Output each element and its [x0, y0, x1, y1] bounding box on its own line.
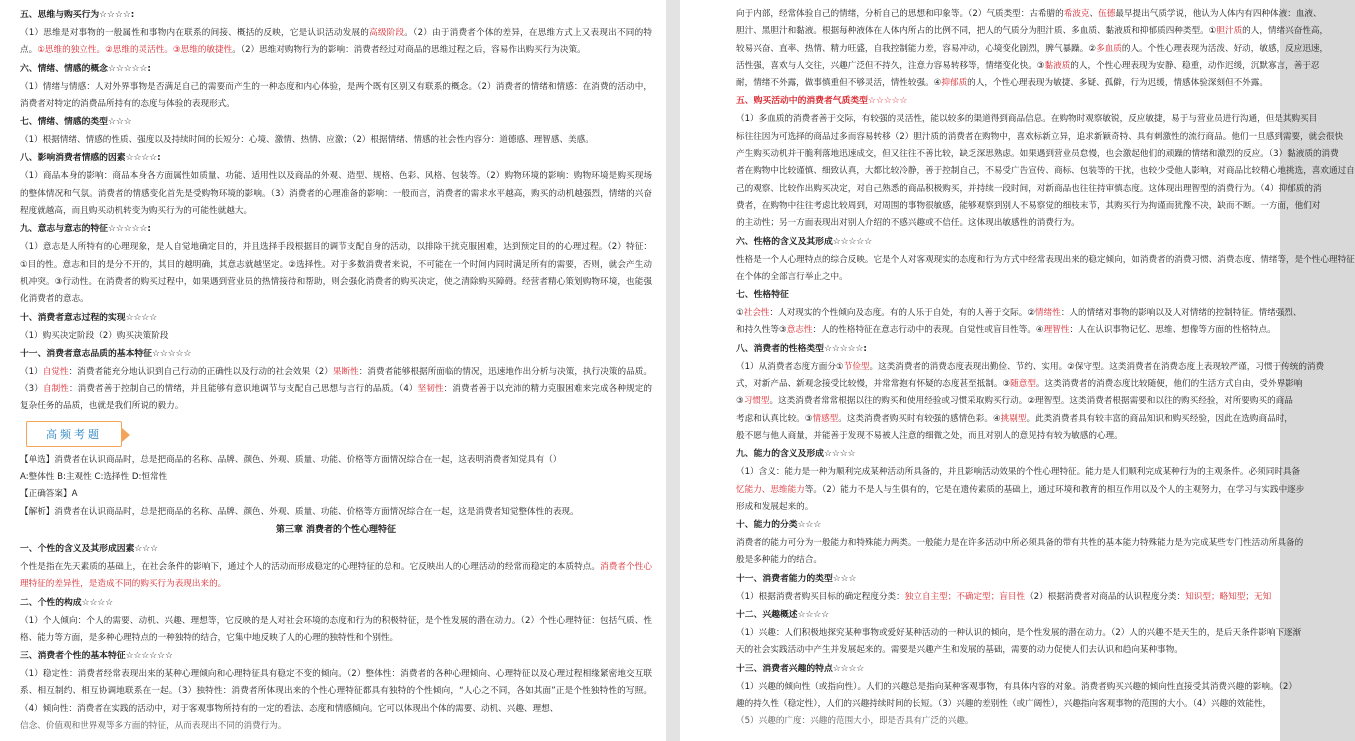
paragraph [736, 215, 1280, 232]
text-run: （1）根据情绪、情感的性质、强度以及持续时间的长短分：心境、激情、热情、应激；（2）根据情绪、情感的社会性内容分：道德感、理智感、美感。 [20, 135, 594, 146]
text-run: 费者，在购物中往往考虑比较周到，对周围的事物很敏感，能够观察到别人不易察觉的细枝末节，其购买行为拘谨而犹豫不决，缺而不断。一方面，他们对 [736, 200, 1321, 211]
highlighted-term: 伍德 [1098, 9, 1116, 19]
paragraph [736, 198, 1321, 215]
paragraph [20, 504, 652, 521]
paragraph [736, 6, 1322, 23]
text-run: 己的观察、比较作出购买决定，对自己熟悉的商品积极购买，并持续一段时间，对新商品也往往持审慎态度。这体现出理智型的消费行为。（4）抑郁质的消 [736, 183, 1322, 194]
highlighted-term: 多血质 [1096, 43, 1122, 54]
paragraph [736, 589, 1280, 606]
paragraph [736, 181, 1322, 198]
paragraph [736, 58, 1320, 75]
text-run: 般不愿与他人商量，并能善于发现不易被人注意的细微之处，而且对别人的意见持有较为敏感的心理。 [736, 430, 1123, 441]
paragraph [736, 359, 1325, 376]
section-heading: 七、性格特征 [736, 290, 789, 301]
paragraph [736, 642, 1280, 659]
text-run: 个性是指在先天素质的基础上，在社会条件的影响下，通过个人的活动而形成稳定的心理特征的总和。它反映出人的心理活动的经常而稳定的本质特点。 [20, 561, 601, 572]
paragraph [736, 376, 1303, 393]
paragraph [736, 499, 1280, 516]
section-heading: 六、情绪、情感的概念☆☆☆☆☆: [20, 63, 151, 74]
section-heading: 十、能力的分类☆☆☆ [736, 520, 822, 531]
text-run: （1）情绪与情感：人对外界事物是否满足自己的需要而产生的一种态度和内心体验，是两个既有区别又有联系的概念。（2）消费者的情绪和情感：在消费的活动中，消费者对特定的消费品所持有的态度与体验的表现形式。 [20, 81, 652, 109]
paragraph [736, 393, 1293, 410]
highlighted-term: 希波克 [1063, 9, 1090, 19]
text-run: （1）个人倾向：个人的需要、动机、兴趣、理想等，它反映的是人对社会环境的态度和行为的积极特征，是个性发展的潜在动力。（2）个性心理特征：包括气质、性格、能力等方面，是多种心理特点的一种独特的结合，它集中地反映了人的心理的独特性和个别性。 [20, 615, 652, 643]
paragraph [20, 613, 652, 648]
text-run: 趣的持久性（稳定性），人们的兴趣持续时间的长短。（3）兴趣的差别性（或广阔性），兴趣指向客观事物的范围的大小。（4）兴趣的效能性， [736, 698, 1272, 709]
text-run: 在个体的全部言行举止之中。 [736, 271, 848, 282]
text-run: 产生购买动机并干脆利落地迅速成交，但又往往不善比较，缺乏深思熟虑。如果遇到营业员怠慢，也会激起他们的顽躁的情绪和激烈的反应。（3）黏液质的消费 [736, 149, 1339, 160]
paragraph [20, 469, 652, 486]
text-run: （1）多血质的消费者善于交际，有较强的灵活性，能以较多的渠道得到商品信息。在购物时观察敏锐，反应敏捷，易于与营业员进行沟通，但是其购买目 [736, 114, 1318, 125]
text-run: 考虑和认真比较。③ [736, 413, 813, 424]
text-run: ：人的性格特征在意志行动中的表现。自觉性或盲目性等。④ [812, 325, 1044, 336]
paragraph [736, 411, 1293, 428]
text-run: 【解析】消费者在认识商品时，总是把商品的名称、品牌、颜色、外观、质量、功能、价格等方面情况综合在一起，这是消费者知觉整体性的表现。 [20, 506, 579, 517]
text-run: 耐，情绪不外露，做事慎重但不够灵活，情性较强。④ [736, 78, 942, 89]
section-heading: 九、意志与意志的特征☆☆☆☆☆: [20, 224, 151, 235]
paragraph [736, 129, 1344, 146]
text-run: 般是多种能力的结合。 [736, 555, 822, 566]
paragraph [20, 168, 652, 220]
text-run: 。这类消费者的消费态度比较随便，他们的生活方式自由，受外界影响 [1035, 379, 1303, 390]
text-run: （1）兴趣的倾向性（或指向性）。人们的兴趣总是指向某种客观事物，有具体内容的对象。消费者购买兴趣的倾向性直接受其消费兴趣的影响。（2） [736, 681, 1297, 692]
text-run: 性格是一个人心理特点的综合反映。它是个人对客观现实的态度和行为方式中经常表现出来的稳定倾向，如消费者的消费习惯、消费态度、情绪等，是个性心理特征 [736, 254, 1355, 265]
text-run: （1）购买决定阶段（2）购买决策阶段 [20, 330, 169, 341]
right-page[interactable] [680, 0, 1355, 741]
highlighted-term: 抑郁质 [941, 78, 968, 89]
high-frequency-badge: 高频考题 [26, 421, 122, 447]
text-run: 的人。个性心理表现为活泼、好动，敏感，反应迅速， [1121, 43, 1329, 54]
paragraph [20, 486, 652, 503]
paragraph [736, 252, 1355, 269]
text-run: 式，对新产品、新观念接受比较慢，并常常抱有怀疑的态度甚至抵制。③ [736, 379, 1011, 390]
paragraph [20, 666, 652, 718]
section-heading: 十、消费者意志过程的实现☆☆☆☆ [20, 312, 158, 323]
high-frequency-badge-row [20, 416, 652, 452]
section-heading: 八、消费者的性格类型☆☆☆☆☆: [736, 343, 867, 354]
text-run: 天的社会实践活动中产生并发展起来的。需要是兴趣产生和发展的基础，需要的动力促使人们去认识和趋向某种事物。 [736, 645, 1183, 656]
paragraph [736, 679, 1297, 696]
highlighted-term: ①思维的独立性。②思维的灵活性。③思维的敏捷性 [37, 45, 233, 56]
text-run: （2）根据消费者对商品的认识程度分类： [1025, 591, 1186, 602]
highlighted-term: 消费者个性心理特征的差异性，是造成不同的购买行为表现出来的。 [20, 561, 652, 590]
section-heading: 九、能力的含义及形成☆☆☆☆ [736, 449, 856, 460]
section-heading: 五、思维与购买行为☆☆☆☆: [20, 10, 135, 20]
highlighted-term: 自觉性 [42, 366, 69, 377]
paragraph [736, 482, 1305, 499]
text-run: ：消费者善于以充沛的精力克服困难来完成各种规定的复杂任务的品质，也就是我们所说的毅力。 [20, 384, 652, 412]
paragraph [736, 75, 1280, 92]
paragraph [736, 464, 1301, 481]
text-run: 。（2）思维对购物行为的影响：消费者经过对商品的思维过程之后，容易作出购买行为决策。 [232, 45, 586, 56]
highlighted-term: 随意型 [1010, 379, 1036, 390]
highlighted-term: 忆能力、思维能力 [736, 484, 805, 495]
paragraph [20, 132, 652, 149]
text-run: ：人的情绪对事物的影响以及人对情绪的控制特征。情绪强烈、 [1060, 308, 1302, 319]
text-run: ：人对现实的个性倾向及态度。有的人乐于自处，有的人善于交际。② [769, 308, 1036, 319]
paragraph [736, 305, 1302, 322]
highlighted-term: 独立自主型；不确定型；盲目性 [904, 591, 1026, 602]
paragraph [736, 625, 1302, 642]
highlighted-term: 情绪性 [1035, 308, 1061, 319]
paragraph [20, 452, 652, 469]
highlighted-term: 果断性 [332, 366, 359, 377]
highlighted-term: 情感型 [812, 413, 839, 424]
section-heading: 五、购买活动中的消费者气质类型☆☆☆☆☆ [736, 96, 908, 107]
text-run: 形成和发展起来的。 [736, 501, 814, 512]
highlighted-term: 挑剔型 [1000, 413, 1027, 424]
left-page[interactable] [0, 0, 666, 741]
section-heading: 八、影响消费者情感的因素☆☆☆☆: [20, 153, 161, 164]
text-run: 者在购物中比较谨慎、细致认真，大都比较冷静，善于控制自己，不易受广告宣传、商标、包装等的干扰，也较少受他人影响，对商品比较精心地挑选，喜欢通过自 [736, 166, 1355, 177]
text-run: 的主动性；另一方面表现出对别人介绍的不感兴趣或不信任。这体现出敏感性的消费行为。 [736, 218, 1080, 229]
paragraph [20, 79, 652, 114]
text-run: 最早提出气质学说，他认为人体内有四种体液：血液、 [1115, 9, 1322, 19]
text-run: 。这类消费者购买时有较强的感情色彩。④ [838, 413, 1001, 424]
section-heading: 一、个性的含义及其形成因素☆☆☆ [20, 543, 159, 554]
section-heading: 十一、消费者能力的类型☆☆☆ [736, 573, 857, 584]
highlighted-term: 习惯型 [743, 396, 770, 407]
paragraph [736, 696, 1280, 713]
text-run: （1） [20, 366, 43, 377]
paragraph [736, 428, 1280, 445]
section-heading: 七、情绪、情感的类型☆☆☆ [20, 117, 132, 128]
paragraph [736, 146, 1339, 163]
text-run: 。这类消费者的消费态度表现出勤俭、节约、实用。②保守型。这类消费者在消费态度上表现较严谨，习惯于传统的消费 [869, 361, 1325, 372]
text-run: 。此类消费者具有较丰富的商品知识和购买经验，因此在选购商品时， [1026, 413, 1293, 424]
text-run: 的人，个性心理表现为安静、稳重，动作迟缓，沉默寡言，善于忍 [1070, 60, 1320, 71]
text-run: 胆汁、黑胆汁和黏液。根据每种液体在人体内所占的比例不同，把人的气质分为胆汁质、多血质、黏液质和抑郁质四种类型。① [736, 26, 1217, 37]
text-run: 、 [1089, 9, 1099, 19]
text-run: ：人在认识事物记忆、思维、想像等方面的性格特点。 [1069, 325, 1276, 336]
text-run: （1）根据消费者购买目标的确定程度分类： [736, 591, 905, 602]
text-run: 向于内部，经常体验自己的情绪，分析自己的思想和印象等。（2）气质类型：古希腊的 [736, 9, 1064, 19]
paragraph [736, 535, 1304, 552]
paragraph [20, 239, 652, 308]
cut-off-line: （5）兴趣的广度：兴趣的范围大小，即是否具有广泛的兴趣。 [736, 716, 974, 727]
text-run: ① [736, 308, 744, 319]
highlighted-term: 意志性 [786, 325, 813, 336]
paragraph [20, 25, 652, 60]
text-run: 的人，个性心理表现为敏捷、多疑、孤僻，行为迟缓，情感体验深刻但不外露。 [967, 78, 1268, 89]
text-run: （1）兴趣：人们积极地探究某种事物或爱好某种活动的一种认识的倾向，是个性发展的潜在动力。（2）人的兴趣不是天生的，是后天条件影响下逐渐 [736, 628, 1302, 639]
page-gutter [666, 0, 680, 741]
text-run: 等。（2）能力不是人与生俱有的，它是在遗传素质的基础上，通过环境和教育的相互作用以及个人的主观努力，在学习与实践中逐步 [804, 484, 1305, 495]
section-heading: 二、个性的构成☆☆☆☆ [20, 597, 114, 608]
text-run: （1）含义：能力是一种为顺利完成某种活动所具备的，并且影响活动效果的个性心理特征。能力是人们顺利完成某种行为的主观条件。必须同时具备 [736, 467, 1301, 478]
text-run: 的人，情绪兴奋性高， [1242, 26, 1329, 37]
paragraph [736, 552, 1280, 569]
text-run: ③ [736, 396, 744, 407]
section-heading: 三、消费者个性的基本特征☆☆☆☆☆☆ [20, 651, 173, 662]
text-run: ：消费者能充分地认识到自己行动的正确性以及行动的社会效果（2） [68, 366, 333, 377]
paragraph [20, 364, 652, 416]
text-run: 。这类消费者常常根据以往的购买和使用经验或习惯采取购买行动。②理智型。这类消费者根据需要和以往的购买经验，对所要购买的商品 [769, 396, 1293, 407]
text-run: 和持久性等③ [736, 325, 787, 336]
highlighted-term: 社会性 [743, 308, 770, 319]
text-run: （1）思维是对事物的一般属性和事物内在联系的间接、概括的反映，它是认识活动发展的 [20, 28, 370, 38]
paragraph [20, 559, 652, 594]
highlighted-term: 坚韧性 [417, 384, 444, 395]
text-run: 【单选】消费者在认识商品时，总是把商品的名称、品牌、颜色、外观、质量、功能、价格等方面情况综合在一起，这表明消费者知觉具有（） [20, 454, 562, 465]
text-run: 【正确答案】A [20, 489, 78, 500]
highlighted-term: 自制性 [42, 384, 69, 395]
text-run: 。（2）由于消费者个体的差异，在思维方式上又表现出不同的特点。 [20, 28, 652, 56]
text-run: （1）从消费者态度方面分① [736, 361, 844, 372]
highlighted-term: 理智性 [1043, 325, 1070, 336]
highlighted-term: 胆汁质 [1216, 26, 1243, 37]
paragraph [736, 322, 1280, 339]
text-run: A:整体性 B:主观性 C:选择性 D:恒常性 [20, 472, 168, 483]
paragraph [736, 41, 1329, 58]
section-heading: 十三、消费者兴趣的特点☆☆☆☆ [736, 663, 865, 674]
text-run: （1）商品本身的影响：商品本身各方面属性如质量、功能、适用性以及商品的外观、造型、规格、色彩、风格、包装等。（2）购物环境的影响：购物环境是购买现场的整体情况和气氛。消费者的情感变化首先是受购物环境的影响。（3）消费者的心理准备的影响：一般而言，消费者的需求水平越高，购买的动机越强烈，情绪的兴奋程度就越高，而且购买动机转变为购买行为的可能性就越大。 [20, 171, 652, 217]
text-run: 标往往因为可选择的商品过多而容易转移（2）胆汁质的消费者在购物中，喜欢标新立异，追求新颖奇特、具有刺激性的流行商品。他们一旦感到需要，就会很快 [736, 131, 1344, 142]
section-heading: 十一、消费者意志品质的基本特征☆☆☆☆☆ [20, 348, 192, 359]
highlighted-term: 节俭型 [843, 361, 870, 372]
text-run: （1）稳定性：消费者经常表现出来的某种心理倾向和心理特征具有稳定不变的倾向。（2）整体性：消费者的各种心理倾向、心理特征以及心理过程相缘紧密地交互联系、相互制约、相互协调地联系在一起。（3）独特性：消费者所体现出来的个性心理特征都具有独特的个性倾向，“人心之不同，各如其面”正是个性独特性的写照。（4）倾向性：消费者在实践的活动中，对于客观事物所持有的一定的看法、态度和情感倾向。它可以体现出个体的需要、动机、兴趣、理想、 [20, 669, 652, 714]
text-run: 活性强，喜欢与人交往，兴趣广泛但不持久，注意力容易转移等，情绪变化快。③ [736, 60, 1045, 71]
paragraph [736, 23, 1329, 40]
highlighted-term: 高级阶段 [369, 28, 405, 38]
text-run: 较易兴奋、直率、热情、精力旺盛，自我控制能力差，容易冲动，心境变化剧烈，脾气暴躁。② [736, 43, 1097, 54]
text-run: ：消费者善于控制自己的情绪，并且能够有意识地调节与支配自己思想与言行的品质。（4） [69, 384, 418, 395]
text-run: ：消费者能够根据所面临的情况，迅速地作出分析与决策，执行决策的品质。（3） [20, 366, 652, 395]
paragraph [736, 269, 1280, 286]
cut-off-line: 信念、价值观和世界观等多方面的特征，从而表现出不同的消费行为。 [20, 721, 287, 732]
chapter-title: 第三章 消费者的个性心理特征 [275, 524, 397, 535]
paragraph [736, 163, 1355, 180]
paragraph [20, 328, 652, 345]
section-heading: 十二、兴趣概述☆☆☆☆ [736, 610, 830, 621]
highlighted-term: 黏液质 [1044, 60, 1071, 71]
paragraph [736, 111, 1318, 128]
section-heading: 六、性格的含义及其形成☆☆☆☆☆ [736, 236, 873, 247]
highlighted-term: 知识型；略知型；无知 [1185, 591, 1272, 602]
text-run: 消费者的能力可分为一般能力和特殊能力两类。一般能力是在许多活动中所必须具备的带有共性的基本能力特殊能力是为完成某些专门性活动所具备的 [736, 538, 1304, 549]
text-run: （1）意志是人所特有的心理现象，是人自觉地确定目的，并且选择手段根据目的调节支配自身的活动，以排除干扰克服困难，达到预定目的的心理过程。（2）特征：①目的性。意志和目的是分不开的，其目的越明确，其意志就越坚定。②选择性。对于多数消费者来说，不可能在一个时间内同时满足所有的需要，否则，就会产生动机冲突。③行动性。在消费者的购买过程中，如果遇到营业员的热情接待和帮助，则会强化消费者的购买决定，使之清除购买障碍。经营者精心策划购物环境，也能强化消费者的意志。 [20, 242, 652, 305]
